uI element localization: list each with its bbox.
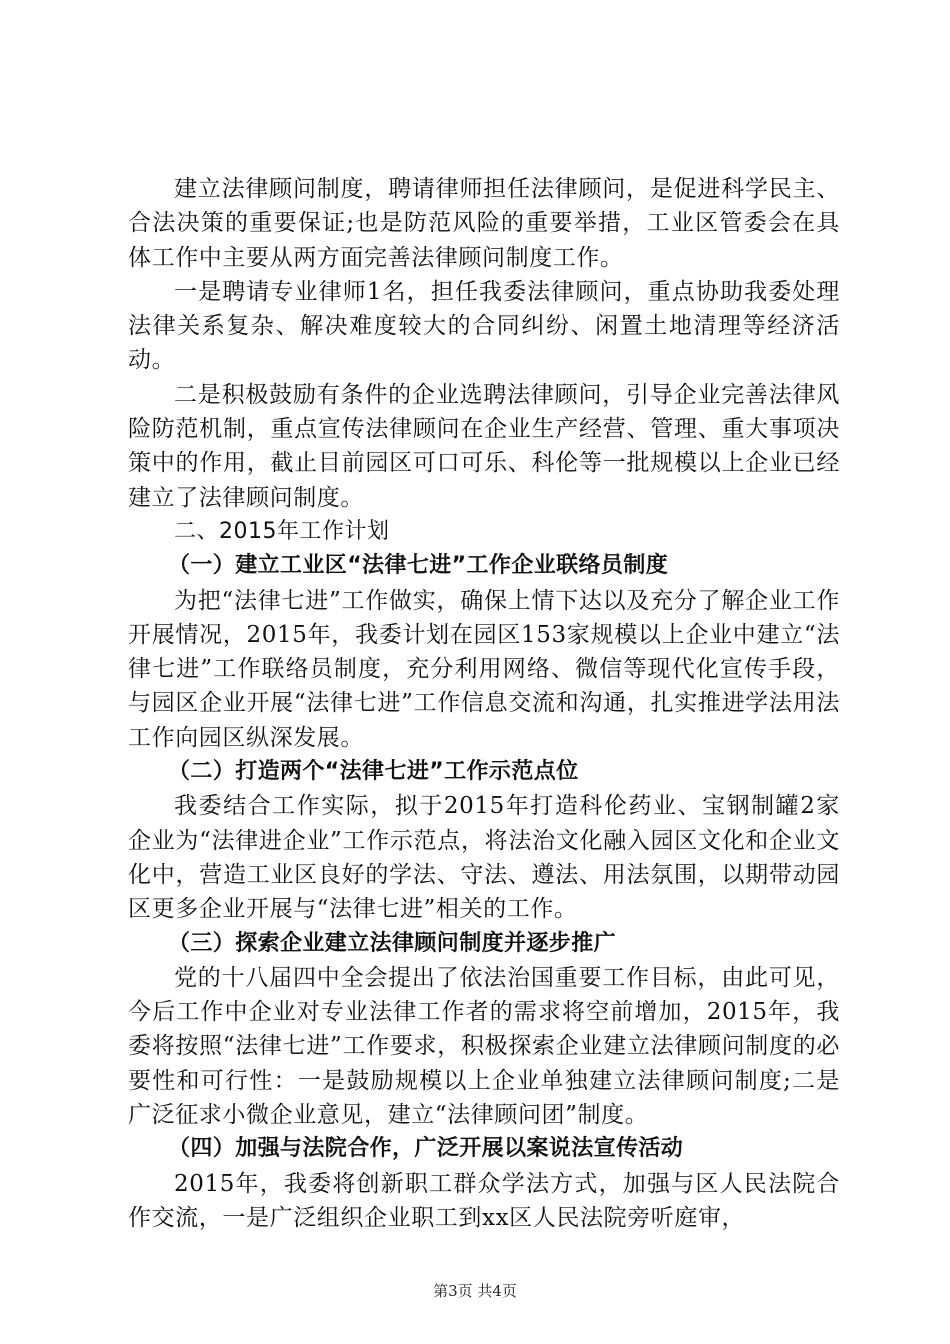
subheading-demo-sites: （二）打造两个“法律七进”工作示范点位 [168, 759, 579, 785]
section-heading-2015-plan: 二、2015年工作计划 [174, 518, 390, 544]
page-number-footer: 第3页 共4页 [433, 1282, 517, 1300]
document-body [128, 172, 840, 1235]
paragraph-first-measure: 一是聘请专业律师1名，担任我委法律顾问，重点协助我委处理法律关系复杂、解决难度较大的合同纠纷、闲置土地清理等经济活动。 [128, 278, 840, 374]
paragraph-court-cooperation: 2015年，我委将创新职工群众学法方式，加强与区人民法院合作交流，一是广泛组织企业职工到xx区人民法院旁听庭审， [128, 1170, 840, 1231]
paragraph-legal-advisor-promotion: 党的十八届四中全会提出了依法治国重要工作目标，由此可见，今后工作中企业对专业法律工作者的需求将空前增加，2015年，我委将按照“法律七进”工作要求，积极探索企业建立法律顾问制度的必要性和可行性：一是鼓励规模以上企业单独建立法律顾问制度;二是广泛征求小微企业意见，建立“法律顾问团”制度。 [128, 964, 840, 1129]
paragraph-liaison-system: 为把“法律七进”工作做实，确保上情下达以及充分了解企业工作开展情况，2015年，我委计划在园区153家规模以上企业中建立“法律七进”工作联络员制度，充分利用网络、微信等现代化宣传手段，与园区企业开展“法律七进”工作信息交流和沟通，扎实推进学法用法工作向园区纵深发展。 [128, 587, 840, 751]
subheading-court-cooperation: （四）加强与法院合作，广泛开展以案说法宣传活动 [168, 1136, 684, 1162]
paragraph-legal-advisor-intro: 建立法律顾问制度，聘请律师担任法律顾问，是促进科学民主、合法决策的重要保证;也是防范风险的重要举措，工业区管委会在具体工作中主要从两方面完善法律顾问制度工作。 [128, 176, 840, 271]
paragraph-demo-sites: 我委结合工作实际，拟于2015年打造科伦药业、宝钢制罐2家企业为“法律进企业”工作示范点，将法治文化融入园区文化和企业文化中，营造工业区良好的学法、守法、遵法、用法氛围，以期带动园区更多企业开展与“法律七进”相关的工作。 [128, 793, 840, 923]
paragraph-second-measure: 二是积极鼓励有条件的企业选聘法律顾问，引导企业完善法律风险防范机制，重点宣传法律顾问在企业生产经营、管理、重大事项决策中的作用，截止目前园区可口可乐、科伦等一批规模以上企业已经建立了法律顾问制度。 [128, 381, 840, 511]
subheading-legal-advisor-promotion: （三）探索企业建立法律顾问制度并逐步推广 [168, 930, 617, 956]
subheading-liaison-system: （一）建立工业区“法律七进”工作企业联络员制度 [168, 553, 669, 579]
